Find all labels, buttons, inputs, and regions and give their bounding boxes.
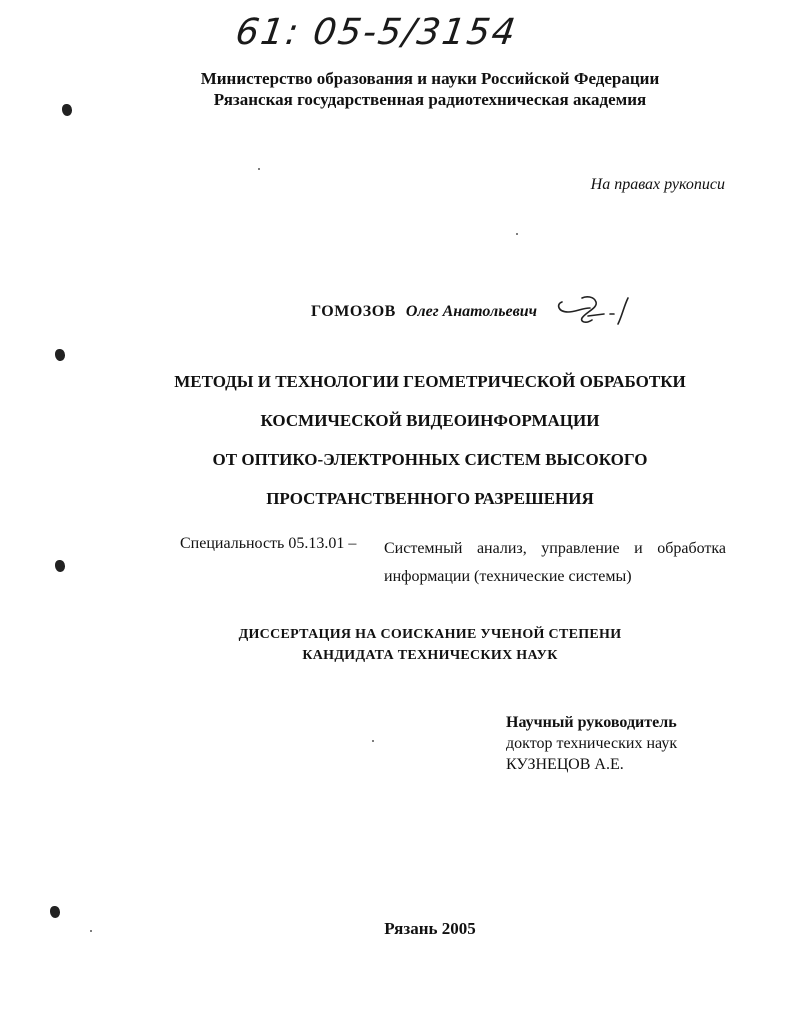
binder-mark (50, 906, 60, 918)
title-line: МЕТОДЫ И ТЕХНОЛОГИИ ГЕОМЕТРИЧЕСКОЙ ОБРАБОТКИ (174, 372, 686, 391)
scan-speck (516, 233, 518, 235)
manuscript-rights-note: На правах рукописи (590, 176, 725, 193)
author-first-names: Олег Анатольевич (405, 303, 538, 320)
specialty-label: Специальность 05.13.01 – (180, 535, 357, 552)
supervisor-role: Научный руководитель (506, 714, 677, 731)
specialty-value-line2: информации (технические системы) (384, 568, 632, 585)
binder-mark (55, 560, 65, 572)
supervisor-degree: доктор технических наук (506, 735, 678, 752)
institution-header (150, 68, 710, 110)
ministry-name: Министерство образования и науки Российской Федерации (200, 69, 660, 88)
supervisor-block (506, 712, 677, 775)
title-line: ОТ ОПТИКО-ЭЛЕКТРОННЫХ СИСТЕМ ВЫСОКОГО (212, 450, 648, 469)
dissertation-title (130, 362, 730, 518)
binder-mark (55, 349, 65, 361)
title-line: ПРОСТРАНСТВЕННОГО РАЗРЕШЕНИЯ (266, 489, 594, 508)
archive-number-handwritten: 61: 05-5/3154 (233, 12, 520, 53)
binder-mark (62, 104, 72, 116)
author-line (311, 303, 537, 321)
scan-speck (90, 930, 92, 932)
scan-speck (372, 740, 374, 742)
scan-speck (258, 168, 260, 170)
supervisor-name: КУЗНЕЦОВ А.Е. (506, 756, 624, 773)
degree-statement (130, 624, 730, 666)
author-last-name: ГОМОЗОВ (311, 303, 396, 320)
degree-line2: КАНДИДАТА ТЕХНИЧЕСКИХ НАУК (302, 648, 558, 663)
author-signature (552, 290, 632, 332)
degree-line1: ДИССЕРТАЦИЯ НА СОИСКАНИЕ УЧЕНОЙ СТЕПЕНИ (238, 627, 622, 642)
city-year: Рязань 2005 (384, 919, 476, 938)
title-line: КОСМИЧЕСКОЙ ВИДЕОИНФОРМАЦИИ (260, 411, 600, 430)
specialty-value-line1: Системный анализ, управление и обработка (384, 540, 726, 557)
academy-name: Рязанская государственная радиотехническая академия (213, 90, 647, 109)
